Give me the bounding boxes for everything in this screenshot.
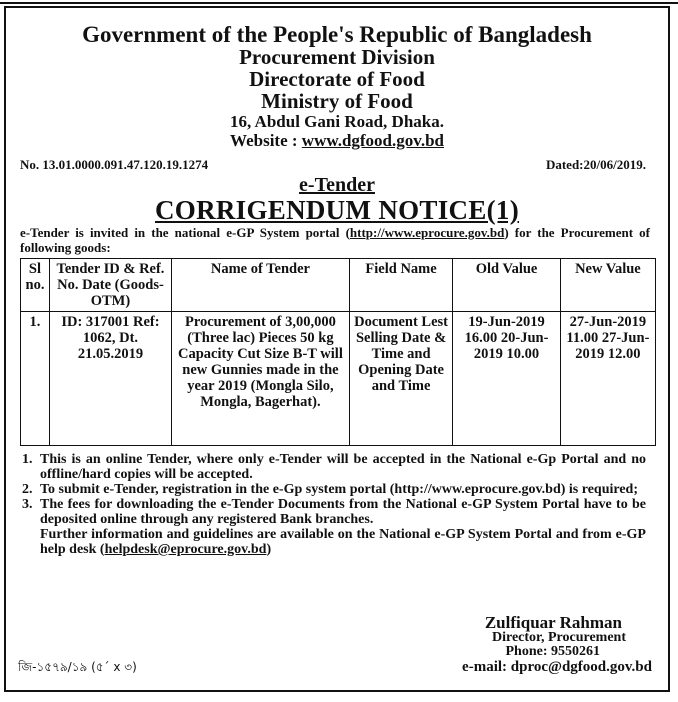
note-item [22,497,646,527]
ad-code: জি-১৫৭৯/১৯ (৫´ x ৩) [18,660,137,674]
notes-list [6,446,668,557]
col-new: New Value [560,259,655,312]
address: 16, Abdul Gani Road, Dhaka. [230,112,444,131]
intro-after: ) for the Procurement of following goods: [20,225,650,255]
intro-before: e-Tender is invited in the national e-GP System portal ( [20,225,350,240]
ministry-title: Ministry of Food [261,89,413,113]
dated: Dated:20/06/2019. [545,157,646,172]
notice-frame [4,6,670,692]
notice-title: CORRIGENDUM NOTICE(1) [154,195,520,225]
cell-tender-id: ID: 317001 Ref: 1062, Dt. 21.05.2019 [49,312,171,446]
website-line [6,131,668,151]
reference-line [6,157,668,173]
note-number: 2. [22,482,33,497]
cell-name: Procurement of 3,00,000 (Three lac) Pieces 50 kg Capacity Cut Size B-T will new Gunnies made in the year 2019 (Mongla Silo, Mongla, Bagerhat). [171,312,349,446]
intro-text [6,225,668,255]
signatory-role: Director, Procurement [492,630,626,645]
top-border [0,0,678,4]
helpdesk-email-link[interactable]: helpdesk@eprocure.gov.bd [104,542,267,557]
col-tender-id: Tender ID & Ref. No. Date (Goods-OTM) [49,259,171,312]
note-text: The fees for downloading the e-Tender Documents from the National e-GP System Portal have to be deposited online through any registered Bank branches. [40,497,646,527]
cell-new: 27-Jun-2019 11.00 27-Jun-2019 12.00 [560,312,655,446]
note-item [22,482,646,497]
signatory-phone: Phone: 9550261 [505,644,600,659]
further-text [40,527,646,557]
signatory-email: e-mail: dproc@dgfood.gov.bd [462,659,652,675]
cell-sl: 1. [21,312,50,446]
portal-link[interactable]: http://www.eprocure.gov.bd [349,225,505,240]
col-sl: Sl no. [21,259,50,312]
cell-old: 19-Jun-2019 16.00 20-Jun-2019 10.00 [453,312,561,446]
further-info [22,527,646,557]
website-link[interactable]: www.dgfood.gov.bd [301,131,444,150]
note-number: 3. [22,497,33,512]
govt-title: Government of the People's Republic of Bangladesh [82,22,592,47]
table-header-row [21,259,656,312]
further-after: ) [266,542,272,557]
division-title: Procurement Division [239,45,435,69]
note-item [22,452,646,482]
note-number: 1. [22,452,33,467]
note-text: To submit e-Tender, registration in the e-Gp system portal (http://www.eprocure.gov.bd) is required; [40,482,639,497]
further-indent [22,527,40,557]
note-text: This is an online Tender, where only e-Tender will be accepted in the National e-Gp Portal and no offline/hard copies will be accepted. [40,452,646,482]
table-row [21,312,656,446]
further-before: Further information and guidelines are available on the National e-GP System Portal and from e-GP help desk ( [40,527,646,557]
directorate-title: Directorate of Food [249,67,425,91]
col-field: Field Name [349,259,452,312]
tender-table [20,258,656,446]
signature-block [462,613,652,675]
col-name: Name of Tender [171,259,349,312]
cell-field: Document Lest Selling Date & Time and Opening Date and Time [349,312,452,446]
signatory-name: Zulfiquar Rahman [484,613,622,632]
etender-label: e-Tender [299,174,375,196]
memo-number: No. 13.01.0000.091.47.120.19.1274 [20,157,209,172]
col-old: Old Value [453,259,561,312]
website-label: Website : [230,131,302,150]
